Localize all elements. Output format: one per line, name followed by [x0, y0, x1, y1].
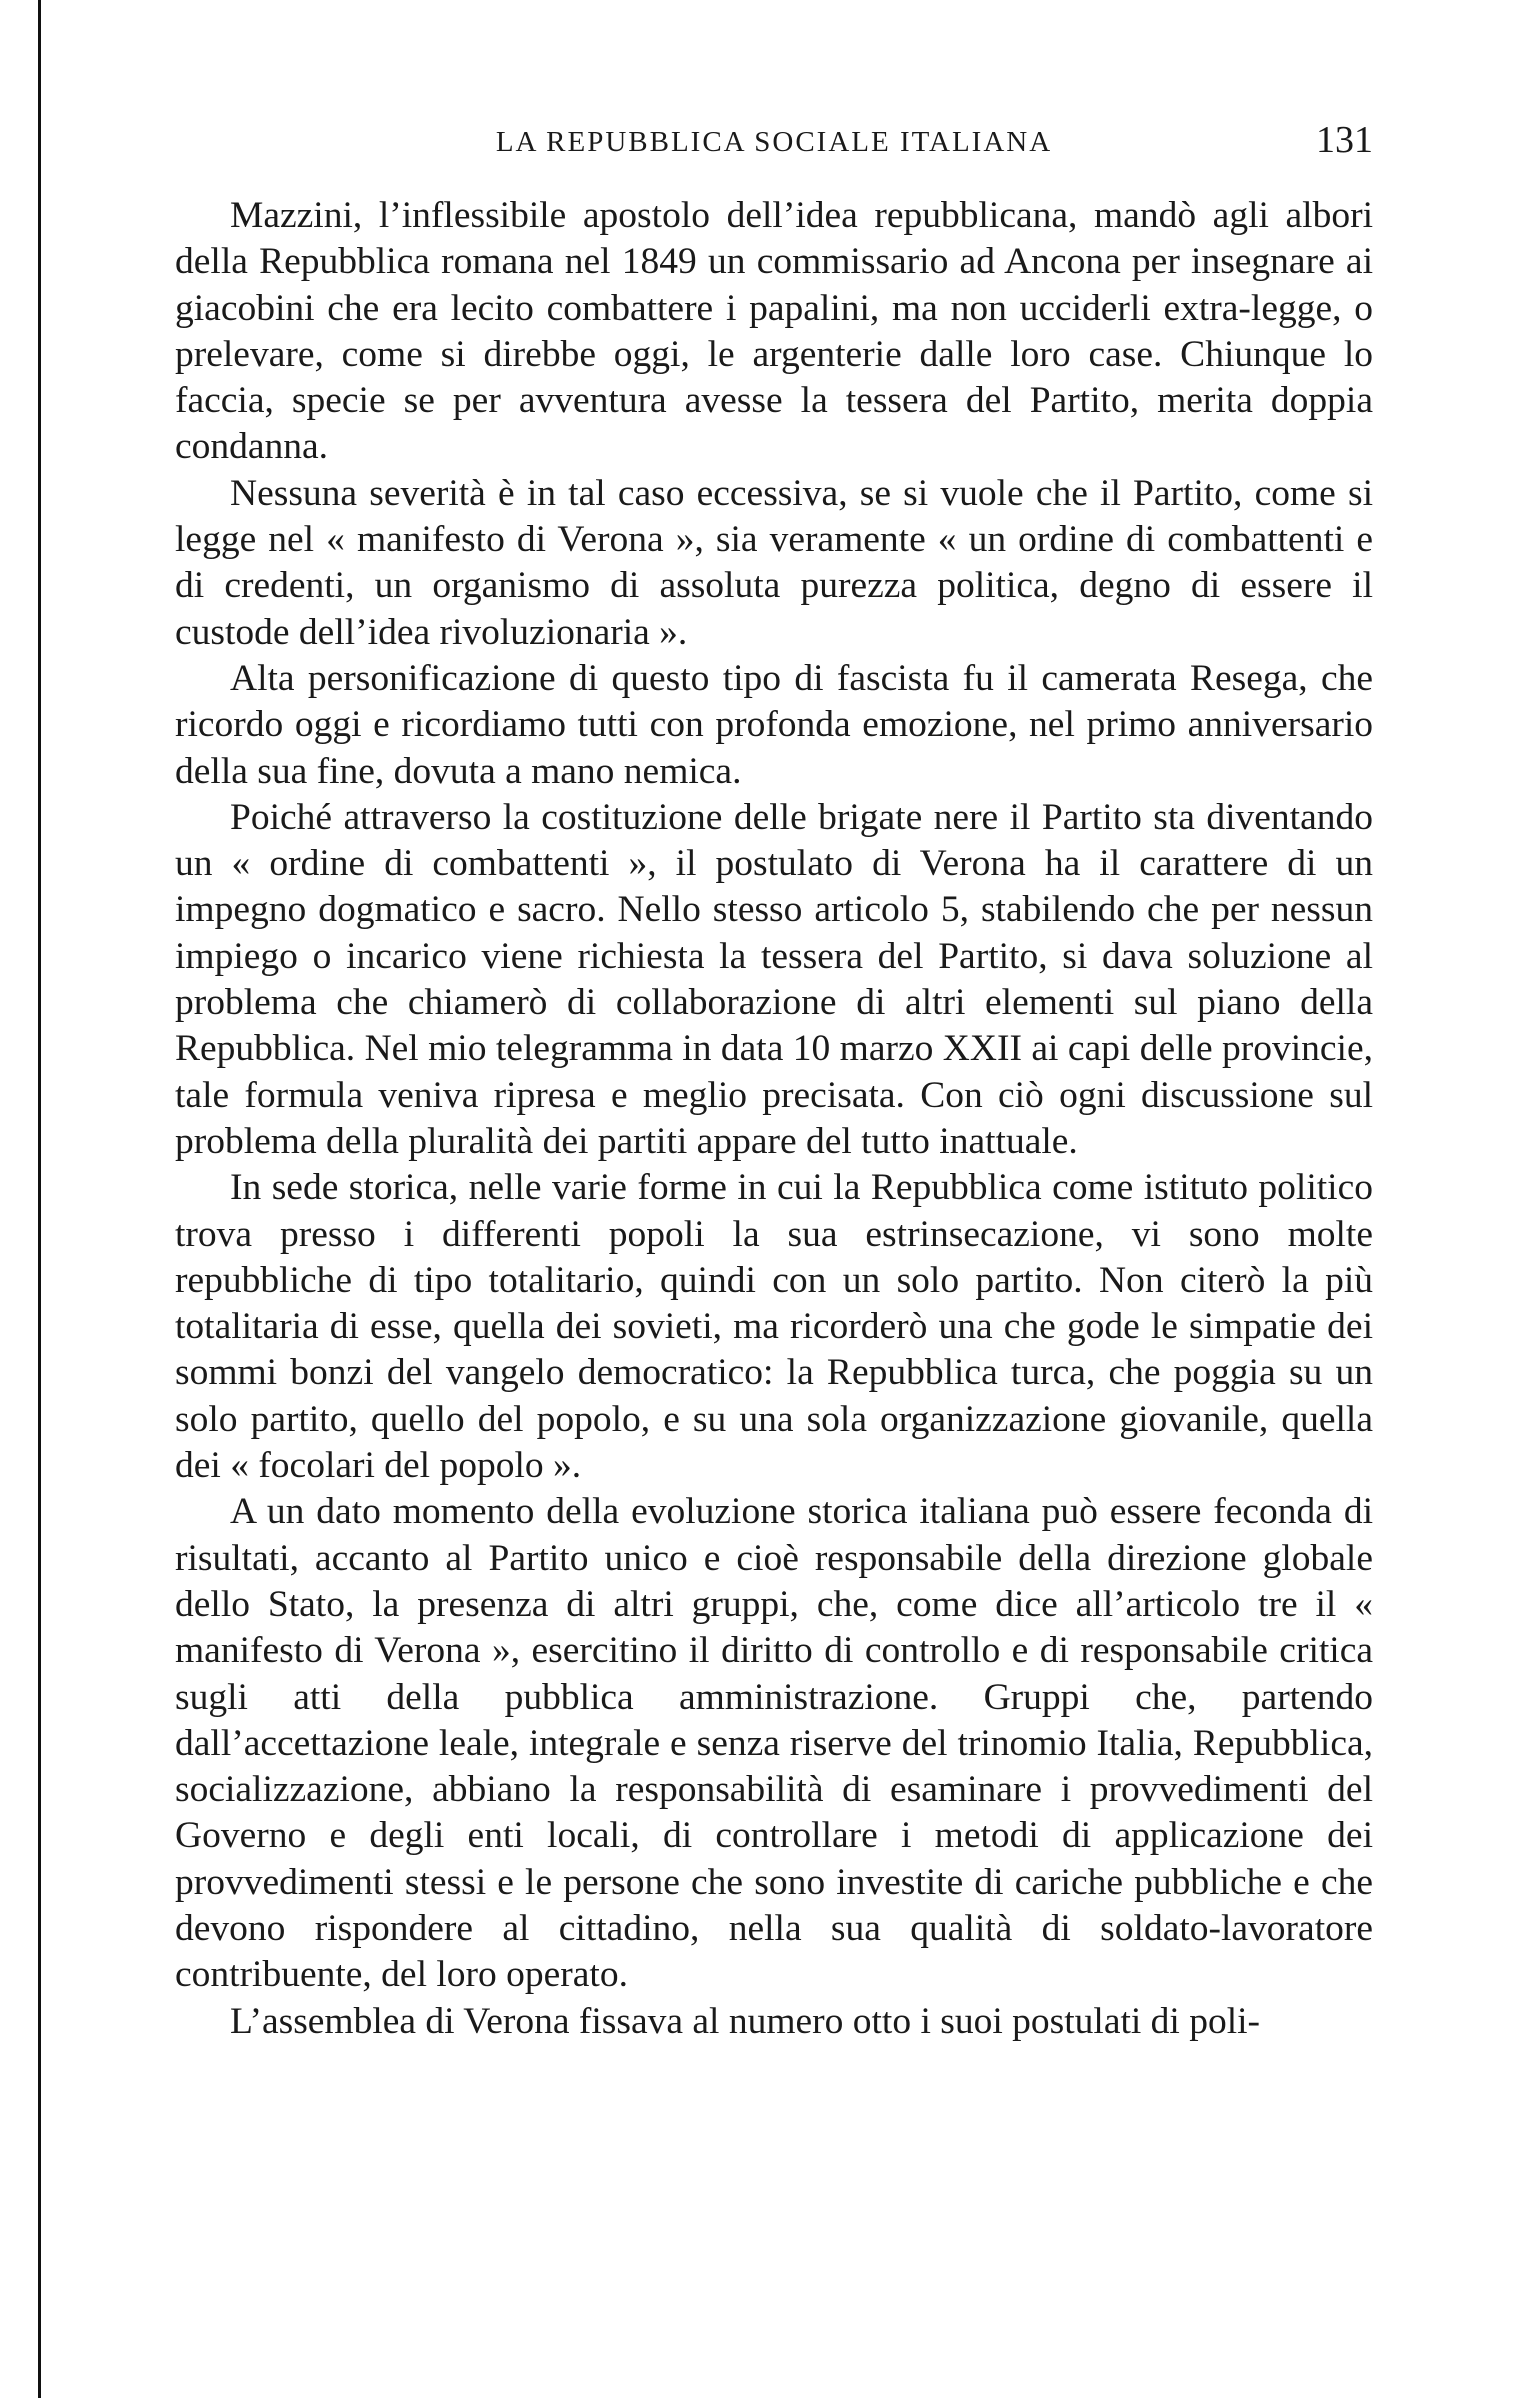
paragraph-1: Mazzini, l’inflessibile apostolo dell’idea repubblicana, mandò agli albori della Repubblica romana nel 1849 un commissario ad Ancona per insegnare ai giacobini che era lecito combattere i papalini, ma non ucciderli extra-legge, o prelevare, come si direbbe oggi, le argenterie dalle loro case. Chiunque lo faccia, specie se per avventura avesse la tessera del Partito, merita doppia condanna. — [175, 195, 1373, 468]
paragraph-2: Nessuna severità è in tal caso eccessiva, se si vuole che il Partito, come si legge nel « manifesto di Verona », sia veramente « un ordine di combattenti e di credenti, un organismo di assoluta purezza politica, degno di essere il custode dell’idea rivoluzionaria ». — [175, 472, 1373, 653]
paragraph-4: Poiché attraverso la costituzione delle brigate nere il Partito sta diventando un « ordine di combattenti », il postulato di Verona ha il carattere di un impegno dogmatico e sacro. Nello stesso articolo 5, stabilendo che per nessun impiego o incarico viene richiesta la tessera del Partito, si dava soluzione al problema che chiamerò di collaborazione di altri elementi sul piano della Repubblica. Nel mio telegramma in data 10 marzo XXII ai capi delle provincie, tale formula veniva ripresa e meglio precisata. Con ciò ogni discussione sul problema della pluralità dei partiti appare del tutto inattuale. — [175, 796, 1373, 1162]
page-number: 131 — [1316, 119, 1373, 161]
page-header — [175, 118, 1373, 168]
scan-edge-line — [38, 0, 41, 2398]
paragraph-3: Alta personificazione di questo tipo di fascista fu il camerata Resega, che ricordo oggi e ricordiamo tutti con profonda emozione, nel primo anniversario della sua fine, dovuta a mano nemica. — [175, 657, 1373, 792]
paragraph-7: L’assemblea di Verona fissava al numero otto i suoi postulati di poli- — [230, 2000, 1261, 2042]
paragraph-5: In sede storica, nelle varie forme in cui la Repubblica come istituto politico trova presso i differenti popoli la sua estrinsecazione, vi sono molte repubbliche di tipo totalitario, quindi con un solo partito. Non citerò la più totalitaria di esse, quella dei sovieti, ma ricorderò una che gode le simpatie dei sommi bonzi del vangelo democratico: la Repubblica turca, che poggia su un solo partito, quello del popolo, e su una sola organizzazione giovanile, quella dei « focolari del popolo ». — [175, 1167, 1373, 1487]
body-text — [175, 193, 1373, 2045]
paragraph-6: A un dato momento della evoluzione storica italiana può essere feconda di risultati, accanto al Partito unico e cioè responsabile della direzione globale dello Stato, la presenza di altri gruppi, che, come dice all’articolo tre il « manifesto di Verona », esercitino il diritto di controllo e di responsabile critica sugli atti della pubblica amministrazione. Gruppi che, partendo dall’accettazione leale, integrale e senza riserve del trinomio Italia, Repubblica, socializzazione, abbiano la responsabilità di esaminare i provvedimenti del Governo e degli enti locali, di controllare i metodi di applicazione dei provvedimenti stessi e le persone che sono investite di cariche pubbliche e che devono rispondere al cittadino, nella sua qualità di soldato-lavoratore contribuente, del loro operato. — [175, 1491, 1373, 1996]
running-title: LA REPUBBLICA SOCIALE ITALIANA — [495, 126, 1053, 158]
